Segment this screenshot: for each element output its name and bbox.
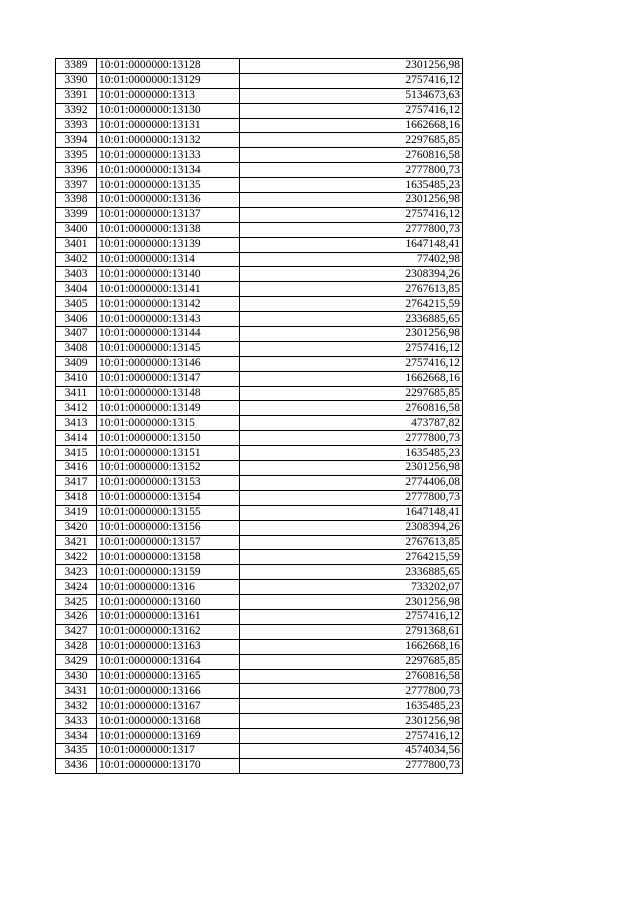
cadastral-value-cell: 2774406,08: [240, 475, 463, 490]
cadastral-number-cell: 10:01:0000000:13136: [97, 193, 240, 208]
cadastral-number-cell: 10:01:0000000:13161: [97, 609, 240, 624]
row-number-cell: 3424: [56, 580, 97, 595]
row-number-cell: 3401: [56, 237, 97, 252]
table-row: [56, 401, 463, 416]
row-number-cell: 3435: [56, 743, 97, 758]
cadastral-value-cell: 2767613,85: [240, 535, 463, 550]
cadastral-value-cell: 2757416,12: [240, 341, 463, 356]
cadastral-value-cell: 473787,82: [240, 416, 463, 431]
cadastral-value-cell: 2297685,85: [240, 654, 463, 669]
cadastral-value-cell: 2301256,98: [240, 193, 463, 208]
row-number-cell: 3425: [56, 595, 97, 610]
cadastral-number-cell: 10:01:0000000:13165: [97, 669, 240, 684]
row-number-cell: 3436: [56, 758, 97, 773]
row-number-cell: 3415: [56, 446, 97, 461]
cadastral-value-cell: 77402,98: [240, 252, 463, 267]
row-number-cell: 3411: [56, 386, 97, 401]
cadastral-value-cell: 2336885,65: [240, 565, 463, 580]
table-row: [56, 609, 463, 624]
cadastral-value-cell: 2757416,12: [240, 103, 463, 118]
cadastral-value-cell: 2777800,73: [240, 758, 463, 773]
cadastral-value-cell: 2777800,73: [240, 163, 463, 178]
row-number-cell: 3400: [56, 222, 97, 237]
cadastral-value-cell: 2301256,98: [240, 327, 463, 342]
cadastral-value-cell: 1635485,23: [240, 699, 463, 714]
row-number-cell: 3394: [56, 133, 97, 148]
cadastral-number-cell: 10:01:0000000:13153: [97, 475, 240, 490]
table-row: [56, 520, 463, 535]
cadastral-number-cell: 10:01:0000000:13133: [97, 148, 240, 163]
cadastral-number-cell: 10:01:0000000:13157: [97, 535, 240, 550]
row-number-cell: 3427: [56, 624, 97, 639]
table-row: [56, 371, 463, 386]
row-number-cell: 3396: [56, 163, 97, 178]
table-row: [56, 312, 463, 327]
row-number-cell: 3405: [56, 297, 97, 312]
table-row: [56, 59, 463, 74]
table-row: [56, 699, 463, 714]
row-number-cell: 3398: [56, 193, 97, 208]
table-row: [56, 743, 463, 758]
table-row: [56, 178, 463, 193]
cadastral-number-cell: 10:01:0000000:13138: [97, 222, 240, 237]
cadastral-value-cell: 1662668,16: [240, 639, 463, 654]
table-row: [56, 446, 463, 461]
cadastral-number-cell: 10:01:0000000:13144: [97, 327, 240, 342]
row-number-cell: 3409: [56, 356, 97, 371]
table-row: [56, 669, 463, 684]
table-row: [56, 461, 463, 476]
cadastral-number-cell: 10:01:0000000:13131: [97, 118, 240, 133]
table-row: [56, 729, 463, 744]
row-number-cell: 3391: [56, 88, 97, 103]
cadastral-value-cell: 2301256,98: [240, 461, 463, 476]
cadastral-value-cell: 2764215,59: [240, 297, 463, 312]
table-row: [56, 431, 463, 446]
row-number-cell: 3392: [56, 103, 97, 118]
row-number-cell: 3432: [56, 699, 97, 714]
row-number-cell: 3399: [56, 207, 97, 222]
cadastral-value-cell: 2757416,12: [240, 729, 463, 744]
table-row: [56, 267, 463, 282]
row-number-cell: 3418: [56, 490, 97, 505]
row-number-cell: 3430: [56, 669, 97, 684]
row-number-cell: 3397: [56, 178, 97, 193]
cadastral-value-cell: 1647148,41: [240, 237, 463, 252]
table-row: [56, 758, 463, 773]
cadastral-number-cell: 10:01:0000000:13151: [97, 446, 240, 461]
cadastral-number-cell: 10:01:0000000:13163: [97, 639, 240, 654]
row-number-cell: 3404: [56, 282, 97, 297]
row-number-cell: 3419: [56, 505, 97, 520]
cadastral-number-cell: 10:01:0000000:1315: [97, 416, 240, 431]
cadastral-value-cell: 2777800,73: [240, 490, 463, 505]
row-number-cell: 3429: [56, 654, 97, 669]
cadastral-number-cell: 10:01:0000000:13169: [97, 729, 240, 744]
cadastral-number-cell: 10:01:0000000:13135: [97, 178, 240, 193]
row-number-cell: 3431: [56, 684, 97, 699]
cadastral-value-cell: 1635485,23: [240, 178, 463, 193]
cadastral-value-cell: 2757416,12: [240, 73, 463, 88]
cadastral-number-cell: 10:01:0000000:13129: [97, 73, 240, 88]
row-number-cell: 3417: [56, 475, 97, 490]
table-row: [56, 684, 463, 699]
cadastral-value-cell: 2301256,98: [240, 714, 463, 729]
table-row: [56, 535, 463, 550]
row-number-cell: 3410: [56, 371, 97, 386]
row-number-cell: 3413: [56, 416, 97, 431]
cadastral-number-cell: 10:01:0000000:13152: [97, 461, 240, 476]
table-row: [56, 163, 463, 178]
cadastral-number-cell: 10:01:0000000:13158: [97, 550, 240, 565]
table-row: [56, 356, 463, 371]
cadastral-number-cell: 10:01:0000000:13143: [97, 312, 240, 327]
cadastral-number-cell: 10:01:0000000:1316: [97, 580, 240, 595]
table-row: [56, 624, 463, 639]
table-row: [56, 580, 463, 595]
cadastral-value-cell: 1662668,16: [240, 118, 463, 133]
row-number-cell: 3406: [56, 312, 97, 327]
table-row: [56, 639, 463, 654]
table-row: [56, 252, 463, 267]
cadastral-number-cell: 10:01:0000000:13170: [97, 758, 240, 773]
cadastral-number-cell: 10:01:0000000:13132: [97, 133, 240, 148]
cadastral-value-cell: 2757416,12: [240, 207, 463, 222]
table-row: [56, 73, 463, 88]
table-row: [56, 490, 463, 505]
cadastral-value-cell: 2297685,85: [240, 133, 463, 148]
table-row: [56, 505, 463, 520]
table-row: [56, 237, 463, 252]
cadastral-value-table: [55, 58, 463, 774]
table-body: [56, 59, 463, 774]
cadastral-number-cell: 10:01:0000000:13166: [97, 684, 240, 699]
table-row: [56, 88, 463, 103]
row-number-cell: 3426: [56, 609, 97, 624]
row-number-cell: 3389: [56, 59, 97, 74]
cadastral-number-cell: 10:01:0000000:13164: [97, 654, 240, 669]
row-number-cell: 3403: [56, 267, 97, 282]
cadastral-value-cell: 2297685,85: [240, 386, 463, 401]
row-number-cell: 3414: [56, 431, 97, 446]
table-row: [56, 207, 463, 222]
cadastral-number-cell: 10:01:0000000:13145: [97, 341, 240, 356]
cadastral-number-cell: 10:01:0000000:13134: [97, 163, 240, 178]
row-number-cell: 3390: [56, 73, 97, 88]
cadastral-value-cell: 2301256,98: [240, 59, 463, 74]
table-row: [56, 118, 463, 133]
cadastral-value-cell: 2308394,26: [240, 520, 463, 535]
cadastral-number-cell: 10:01:0000000:13150: [97, 431, 240, 446]
row-number-cell: 3408: [56, 341, 97, 356]
cadastral-number-cell: 10:01:0000000:13162: [97, 624, 240, 639]
row-number-cell: 3434: [56, 729, 97, 744]
cadastral-number-cell: 10:01:0000000:13146: [97, 356, 240, 371]
cadastral-number-cell: 10:01:0000000:13149: [97, 401, 240, 416]
cadastral-value-cell: 2757416,12: [240, 609, 463, 624]
table-row: [56, 550, 463, 565]
cadastral-number-cell: 10:01:0000000:13155: [97, 505, 240, 520]
row-number-cell: 3395: [56, 148, 97, 163]
cadastral-number-cell: 10:01:0000000:13142: [97, 297, 240, 312]
cadastral-number-cell: 10:01:0000000:13128: [97, 59, 240, 74]
cadastral-number-cell: 10:01:0000000:13160: [97, 595, 240, 610]
cadastral-number-cell: 10:01:0000000:13137: [97, 207, 240, 222]
cadastral-value-cell: 2764215,59: [240, 550, 463, 565]
cadastral-number-cell: 10:01:0000000:13154: [97, 490, 240, 505]
table-row: [56, 327, 463, 342]
cadastral-value-cell: 2760816,58: [240, 148, 463, 163]
cadastral-number-cell: 10:01:0000000:13159: [97, 565, 240, 580]
cadastral-value-cell: 5134673,63: [240, 88, 463, 103]
table-row: [56, 475, 463, 490]
row-number-cell: 3416: [56, 461, 97, 476]
table-row: [56, 595, 463, 610]
table-row: [56, 654, 463, 669]
cadastral-number-cell: 10:01:0000000:13130: [97, 103, 240, 118]
row-number-cell: 3412: [56, 401, 97, 416]
cadastral-value-cell: 2760816,58: [240, 669, 463, 684]
table-row: [56, 297, 463, 312]
cadastral-number-cell: 10:01:0000000:13141: [97, 282, 240, 297]
table-row: [56, 148, 463, 163]
cadastral-value-cell: 2777800,73: [240, 222, 463, 237]
table-row: [56, 565, 463, 580]
cadastral-number-cell: 10:01:0000000:13167: [97, 699, 240, 714]
cadastral-value-cell: 4574034,56: [240, 743, 463, 758]
table-row: [56, 714, 463, 729]
cadastral-number-cell: 10:01:0000000:1317: [97, 743, 240, 758]
cadastral-number-cell: 10:01:0000000:13140: [97, 267, 240, 282]
cadastral-value-cell: 1647148,41: [240, 505, 463, 520]
row-number-cell: 3428: [56, 639, 97, 654]
table-row: [56, 133, 463, 148]
row-number-cell: 3423: [56, 565, 97, 580]
table-row: [56, 386, 463, 401]
cadastral-value-cell: 2757416,12: [240, 356, 463, 371]
cadastral-number-cell: 10:01:0000000:1314: [97, 252, 240, 267]
cadastral-value-cell: 2301256,98: [240, 595, 463, 610]
cadastral-value-cell: 2777800,73: [240, 431, 463, 446]
row-number-cell: 3433: [56, 714, 97, 729]
row-number-cell: 3393: [56, 118, 97, 133]
table-row: [56, 282, 463, 297]
cadastral-number-cell: 10:01:0000000:13148: [97, 386, 240, 401]
table-row: [56, 193, 463, 208]
cadastral-value-cell: 2760816,58: [240, 401, 463, 416]
row-number-cell: 3407: [56, 327, 97, 342]
cadastral-number-cell: 10:01:0000000:13147: [97, 371, 240, 386]
cadastral-value-cell: 1635485,23: [240, 446, 463, 461]
cadastral-number-cell: 10:01:0000000:13139: [97, 237, 240, 252]
cadastral-value-cell: 733202,07: [240, 580, 463, 595]
row-number-cell: 3402: [56, 252, 97, 267]
row-number-cell: 3420: [56, 520, 97, 535]
cadastral-number-cell: 10:01:0000000:13156: [97, 520, 240, 535]
row-number-cell: 3422: [56, 550, 97, 565]
cadastral-value-cell: 2308394,26: [240, 267, 463, 282]
cadastral-number-cell: 10:01:0000000:1313: [97, 88, 240, 103]
row-number-cell: 3421: [56, 535, 97, 550]
cadastral-value-cell: 2791368,61: [240, 624, 463, 639]
cadastral-value-cell: 1662668,16: [240, 371, 463, 386]
cadastral-number-cell: 10:01:0000000:13168: [97, 714, 240, 729]
table-row: [56, 103, 463, 118]
table-row: [56, 341, 463, 356]
table-row: [56, 222, 463, 237]
table-row: [56, 416, 463, 431]
cadastral-value-cell: 2767613,85: [240, 282, 463, 297]
cadastral-value-cell: 2777800,73: [240, 684, 463, 699]
cadastral-value-cell: 2336885,65: [240, 312, 463, 327]
